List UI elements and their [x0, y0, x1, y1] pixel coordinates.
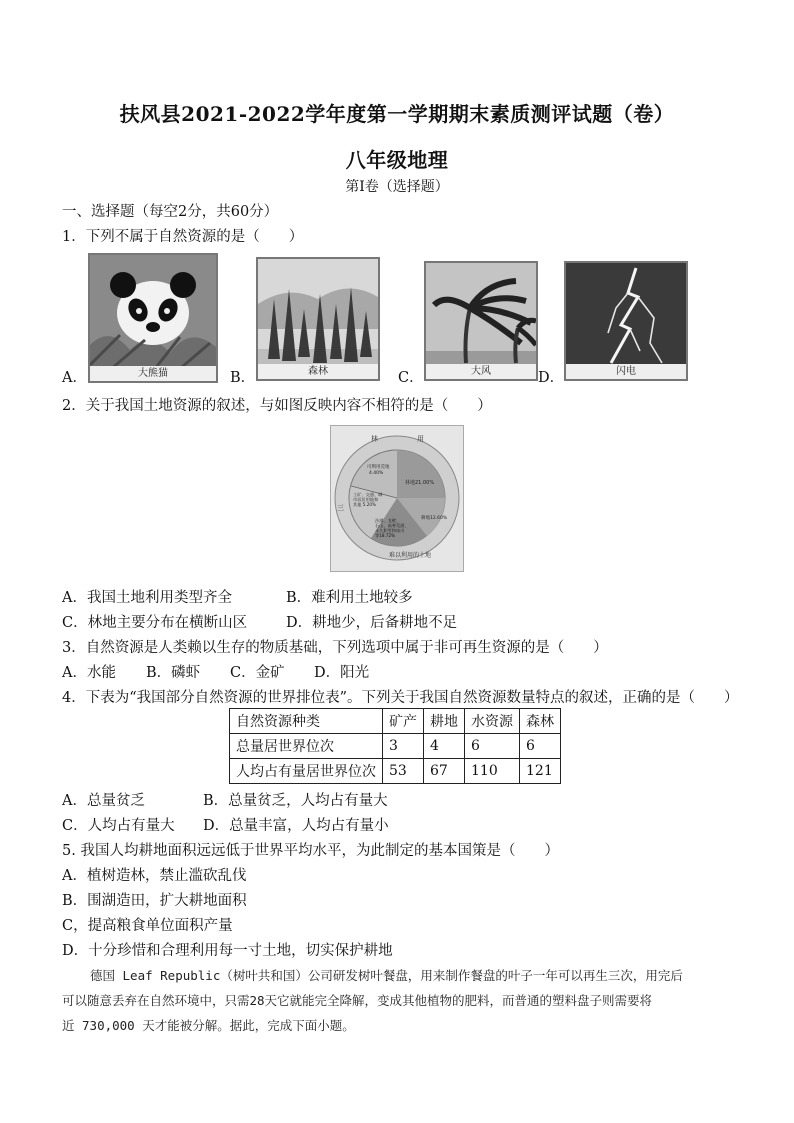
q5-option-b: B．围湖造田，扩大耕地面积	[62, 893, 247, 909]
table-row	[230, 734, 561, 759]
table-header-cell: 水资源	[465, 709, 520, 734]
part-heading: 一、选择题（每空2分，共60分）	[62, 204, 279, 220]
q4-option-b: B．总量贫乏，人均占有量大	[203, 793, 388, 809]
q1-option-b-letter: B．	[230, 370, 256, 386]
table-cell: 总量居世界位次	[230, 734, 383, 759]
table-cell: 121	[520, 759, 561, 784]
land-use-pie-icon	[331, 426, 463, 571]
table-header-cell: 自然资源种类	[230, 709, 383, 734]
q4-option-c: C．人均占有量大	[62, 818, 175, 834]
q3-option-c: C．金矿	[230, 665, 285, 681]
q1-option-c-caption: 大风	[426, 364, 536, 379]
lightning-icon	[566, 263, 686, 379]
table-cell: 6	[520, 734, 561, 759]
exam-title: 扶风县2021-2022学年度第一学期期末素质测评试题（卷）	[119, 102, 675, 126]
table-header-cell: 矿产	[383, 709, 424, 734]
question-3-stem: 3．自然资源是人类赖以生存的物质基础，下列选项中属于非可再生资源的是（ ）	[62, 640, 608, 656]
table-row	[230, 759, 561, 784]
q4-option-a: A．总量贫乏	[62, 793, 145, 809]
section-label: 第I卷（选择题）	[345, 179, 449, 195]
q5-option-d: D．十分珍惜和合理利用每一寸土地，切实保护耕地	[62, 943, 393, 959]
q5-option-c: C，提高粮食单位面积产量	[62, 918, 233, 934]
table-cell: 人均占有量居世界位次	[230, 759, 383, 784]
exam-subtitle: 八年级地理	[345, 148, 449, 172]
table-cell: 53	[383, 759, 424, 784]
table-cell: 67	[424, 759, 465, 784]
q1-option-d-caption: 闪电	[566, 364, 686, 379]
panda-photo	[88, 253, 218, 383]
pie-label-bottom: 难以利用的土地	[389, 552, 432, 559]
forest-photo	[256, 257, 380, 381]
q2-option-a: A．我国土地利用类型齐全	[62, 590, 232, 606]
land-use-pie-figure	[330, 425, 464, 572]
table-cell: 4	[424, 734, 465, 759]
pie-label-top-left: 林	[371, 435, 378, 443]
forest-icon	[258, 259, 378, 379]
q2-option-d: D．耕地少，后备耕地不足	[286, 615, 458, 631]
table-header-row	[230, 709, 561, 734]
q1-option-a-caption: 大熊猫	[90, 366, 216, 381]
resource-rank-table	[229, 708, 561, 784]
q2-option-b: B．难利用土地较多	[286, 590, 413, 606]
pie-label-forest: 林地21.00%	[405, 480, 435, 486]
pie-label-top-right: 用	[417, 435, 424, 443]
pie-label-industry: 工矿、交通、城市居民用地和其他 5.20%	[353, 492, 383, 507]
wind-photo	[424, 261, 538, 381]
q1-option-c-letter: C．	[398, 370, 424, 386]
question-5-stem: 5. 我国人均耕地面积远远低于世界平均水平，为此制定的基本国策是（ ）	[62, 843, 559, 859]
lightning-photo	[564, 261, 688, 381]
passage-line-3: 近 730,000 天才能被分解。据此，完成下面小题。	[62, 1018, 355, 1033]
table-cell: 110	[465, 759, 520, 784]
q3-option-d: D．阳光	[314, 665, 370, 681]
q2-option-c: C．林地主要分布在横断山区	[62, 615, 248, 631]
table-cell: 6	[465, 734, 520, 759]
table-header-cell: 森林	[520, 709, 561, 734]
pie-label-cultivated: 耕地12.60%	[421, 516, 448, 521]
table-cell: 3	[383, 734, 424, 759]
passage-line-1: 德国 Leaf Republic（树叶共和国）公司研发树叶餐盘，用来制作餐盘的叶子一年可以再生三次，用完后	[90, 968, 683, 983]
wind-palm-icon	[426, 263, 536, 379]
pie-label-desert: 沙漠、戈壁、石山、高寒荒漠、永久积雪和冰川等18.72%	[375, 518, 409, 538]
pie-label-wasteland: 可利用荒地 4.40%	[367, 465, 390, 476]
question-1-stem: 1．下列不属于自然资源的是（ ）	[62, 229, 304, 245]
question-4-stem: 4．下表为“我国部分自然资源的世界排位表”。下列关于我国自然资源数量特点的叙述，正确的是（ ）	[62, 690, 739, 706]
question-2-stem: 2．关于我国土地资源的叙述，与如图反映内容不相符的是（ ）	[62, 398, 492, 414]
passage-line-2: 可以随意丢弃在自然环境中，只需28天它就能完全降解，变成其他植物的肥料，而普通的塑料盘子则需要将	[62, 993, 653, 1008]
q5-option-a: A．植树造林，禁止滥砍乱伐	[62, 868, 247, 884]
q4-option-d: D．总量丰富，人均占有量小	[203, 818, 389, 834]
table-header-cell: 耕地	[424, 709, 465, 734]
pie-label-left: 三	[337, 504, 344, 512]
panda-icon	[90, 255, 216, 381]
q1-option-d-letter: D．	[538, 370, 565, 386]
q3-option-b: B．磷虾	[146, 665, 201, 681]
q1-option-a-letter: A．	[62, 370, 87, 386]
q3-option-a: A．水能	[62, 665, 116, 681]
q1-option-b-caption: 森林	[258, 364, 378, 379]
